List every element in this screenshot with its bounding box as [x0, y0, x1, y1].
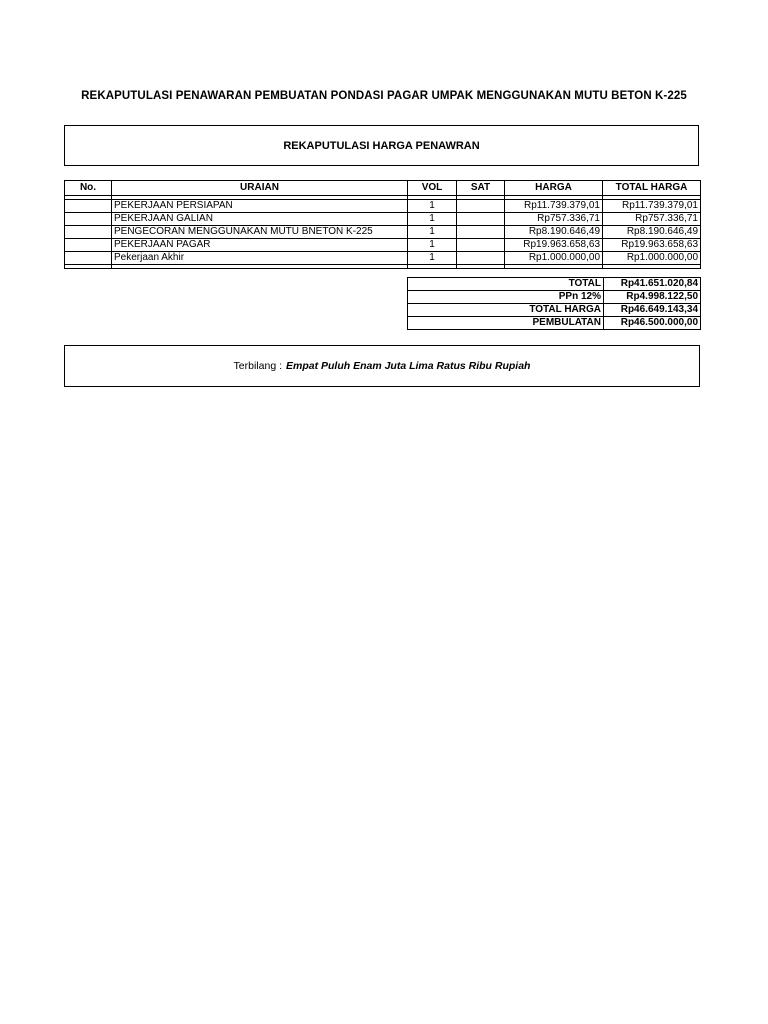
cell-harga: Rp757.336,71 — [505, 213, 603, 226]
document-title: REKAPUTULASI PENAWARAN PEMBUATAN PONDASI PAGAR UMPAK MENGGUNAKAN MUTU BETON K-225 — [81, 90, 687, 102]
pembulatan-label: PEMBULATAN — [408, 317, 604, 330]
table-row — [65, 200, 701, 213]
cell-no — [65, 213, 112, 226]
cell-uraian: PEKERJAAN PAGAR — [112, 239, 408, 252]
cell-sat — [457, 252, 505, 265]
table-row — [65, 252, 701, 265]
header-total-harga: TOTAL HARGA — [603, 181, 701, 196]
cell-harga: Rp8.190.646,49 — [505, 226, 603, 239]
table-spacer — [65, 265, 701, 269]
cell-harga: Rp19.963.658,63 — [505, 239, 603, 252]
cell-sat — [457, 239, 505, 252]
summary-row-ppn — [408, 291, 701, 304]
ppn-label: PPn 12% — [408, 291, 604, 304]
summary-row-total — [408, 278, 701, 291]
terbilang-box — [64, 345, 700, 387]
cell-no — [65, 226, 112, 239]
cell-uraian: PEKERJAAN PERSIAPAN — [112, 200, 408, 213]
cell-vol: 1 — [408, 226, 457, 239]
price-table — [64, 180, 701, 269]
cell-no — [65, 239, 112, 252]
cell-harga: Rp1.000.000,00 — [505, 252, 603, 265]
cell-uraian: PENGECORAN MENGGUNAKAN MUTU BNETON K-225 — [112, 226, 408, 239]
cell-sat — [457, 226, 505, 239]
total-label: TOTAL — [408, 278, 604, 291]
cell-total: Rp19.963.658,63 — [603, 239, 701, 252]
summary-row-total-harga — [408, 304, 701, 317]
total-harga-label: TOTAL HARGA — [408, 304, 604, 317]
cell-vol: 1 — [408, 239, 457, 252]
recap-title-box — [64, 125, 699, 166]
cell-uraian: PEKERJAAN GALIAN — [112, 213, 408, 226]
cell-no — [65, 252, 112, 265]
cell-total: Rp8.190.646,49 — [603, 226, 701, 239]
header-harga: HARGA — [505, 181, 603, 196]
table-row — [65, 213, 701, 226]
summary-table — [407, 277, 701, 330]
cell-vol: 1 — [408, 252, 457, 265]
cell-no — [65, 200, 112, 213]
cell-total: Rp11.739.379,01 — [603, 200, 701, 213]
ppn-value: Rp4.998.122,50 — [604, 291, 701, 304]
total-harga-value: Rp46.649.143,34 — [604, 304, 701, 317]
cell-total: Rp757.336,71 — [603, 213, 701, 226]
recap-title: REKAPUTULASI HARGA PENAWRAN — [283, 139, 480, 152]
header-sat: SAT — [457, 181, 505, 196]
cell-vol: 1 — [408, 213, 457, 226]
cell-uraian: Pekerjaan Akhir — [112, 252, 408, 265]
header-uraian: URAIAN — [112, 181, 408, 196]
cell-sat — [457, 200, 505, 213]
table-header-row — [65, 181, 701, 196]
cell-vol: 1 — [408, 200, 457, 213]
table-row — [65, 226, 701, 239]
header-no: No. — [65, 181, 112, 196]
terbilang-label: Terbilang : — [233, 360, 282, 372]
terbilang-value: Empat Puluh Enam Juta Lima Ratus Ribu Rupiah — [286, 360, 531, 372]
pembulatan-value: Rp46.500.000,00 — [604, 317, 701, 330]
table-row — [65, 239, 701, 252]
cell-total: Rp1.000.000,00 — [603, 252, 701, 265]
header-vol: VOL — [408, 181, 457, 196]
summary-row-pembulatan — [408, 317, 701, 330]
total-value: Rp41.651.020,84 — [604, 278, 701, 291]
cell-sat — [457, 213, 505, 226]
cell-harga: Rp11.739.379,01 — [505, 200, 603, 213]
